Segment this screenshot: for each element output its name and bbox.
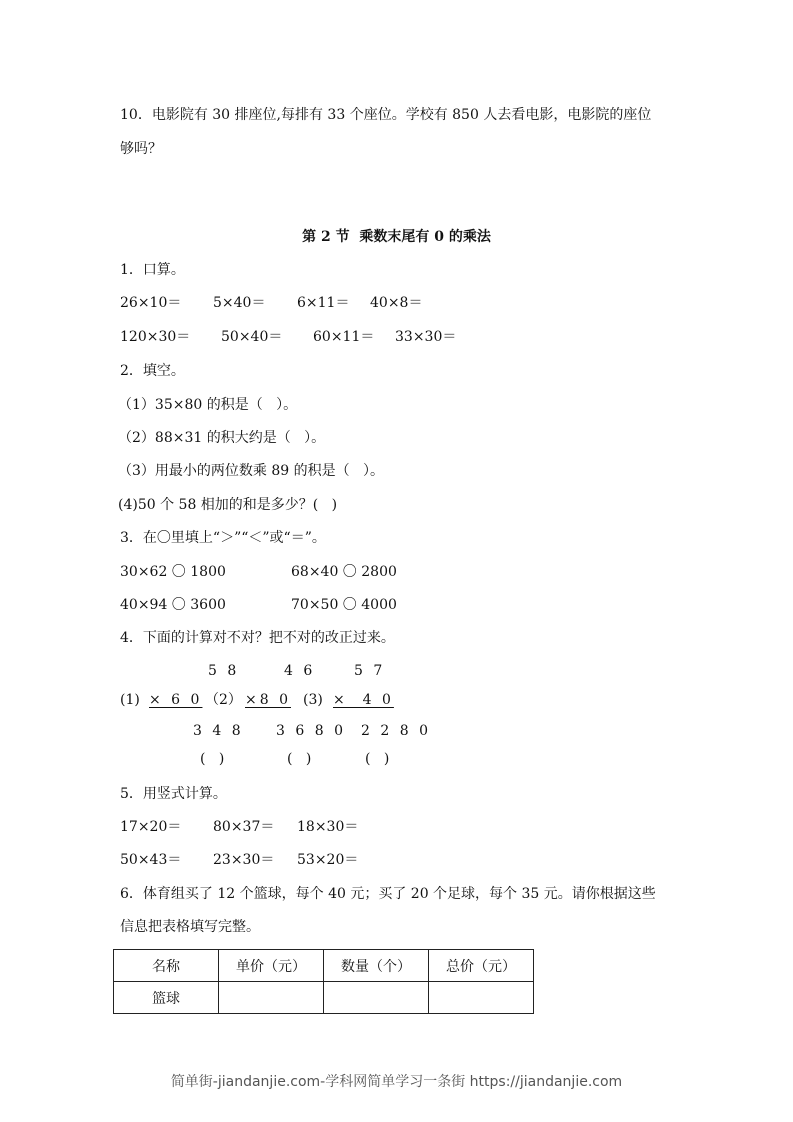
table-cell <box>324 982 429 1014</box>
p4-top-number: 5 8 <box>208 663 240 679</box>
table-header-cell: 单价（元） <box>219 950 324 982</box>
p3-compare: 30×62 〇 1800 <box>120 564 226 580</box>
p1-row2-item: 120×30＝ <box>120 329 191 345</box>
p5-item: 50×43＝ <box>120 852 182 868</box>
p1-row1-item: 26×10＝ <box>120 295 182 311</box>
p4-multiplier: ×8 0 <box>245 692 291 708</box>
p4-result: 3 4 8 <box>193 723 244 739</box>
p2-item: （2）88×31 的积大约是（ ）。 <box>118 430 326 446</box>
footer-watermark: 简单街-jiandanjie.com-学科网简单学习一条街 https://jiandanjie.com <box>170 1074 623 1090</box>
p5-item: 18×30＝ <box>297 819 359 835</box>
p5-item: 23×30＝ <box>213 852 275 868</box>
p5-heading: 5．用竖式计算。 <box>120 786 227 802</box>
p4-top-number: 4 6 <box>284 663 316 679</box>
p1-row2-item: 50×40＝ <box>221 329 283 345</box>
p1-row1-item: 5×40＝ <box>213 295 266 311</box>
p4-answer-blank: ( ) <box>365 751 390 767</box>
p1-heading: 1．口算。 <box>120 262 185 278</box>
p5-item: 53×20＝ <box>297 852 359 868</box>
table-row <box>114 982 534 1014</box>
p4-result: 3 6 8 0 <box>276 723 346 739</box>
q10-line2: 够吗？ <box>120 141 162 157</box>
p4-multiplier: × 4 0 <box>333 692 394 708</box>
p4-answer-blank: ( ) <box>200 751 225 767</box>
p2-item: (4)50 个 58 相加的和是多少？( ) <box>118 497 338 513</box>
p4-top-number: 5 7 <box>354 663 386 679</box>
p5-item: 80×37＝ <box>213 819 275 835</box>
p2-item: （1）35×80 的积是（ ）。 <box>118 397 298 413</box>
p1-row2-item: 33×30＝ <box>395 329 457 345</box>
p3-compare: 68×40 〇 2800 <box>291 564 397 580</box>
p4-heading: 4．下面的计算对不对？把不对的改正过来。 <box>120 630 395 646</box>
price-table <box>113 949 534 1014</box>
p3-compare: 40×94 〇 3600 <box>120 597 226 613</box>
section-title: 第 2 节 乘数末尾有 0 的乘法 <box>302 229 491 245</box>
p2-item: （3）用最小的两位数乘 89 的积是（ ）。 <box>118 463 384 479</box>
table-cell <box>429 982 534 1014</box>
p4-multiplier: × 6 0 <box>149 692 203 708</box>
p4-label: (1) <box>120 692 140 708</box>
table-header-cell: 名称 <box>114 950 219 982</box>
p1-row1-item: 6×11＝ <box>297 295 350 311</box>
p5-item: 17×20＝ <box>120 819 182 835</box>
q10-line1: 10．电影院有 30 排座位,每排有 33 个座位。学校有 850 人去看电影，电影院的座位 <box>120 107 652 123</box>
table-cell <box>219 982 324 1014</box>
p1-row2-item: 60×11＝ <box>313 329 375 345</box>
table-header-cell: 数量（个） <box>324 950 429 982</box>
p4-result: 2 2 8 0 <box>361 723 431 739</box>
p2-heading: 2．填空。 <box>120 363 185 379</box>
p6-line2: 信息把表格填写完整。 <box>120 919 260 935</box>
p4-answer-blank: ( ) <box>287 751 312 767</box>
p4-label: （2） <box>205 692 242 708</box>
p6-line1: 6．体育组买了 12 个篮球，每个 40 元；买了 20 个足球，每个 35 元。请你根据这些 <box>120 886 656 902</box>
p3-compare: 70×50 〇 4000 <box>291 597 397 613</box>
p3-heading: 3．在〇里填上“＞”“＜”或“＝”。 <box>120 530 326 546</box>
table-header-cell: 总价（元） <box>429 950 534 982</box>
p4-label: (3) <box>303 692 323 708</box>
table-header-row <box>114 950 534 982</box>
p1-row1-item: 40×8＝ <box>370 295 423 311</box>
table-cell: 篮球 <box>114 982 219 1014</box>
